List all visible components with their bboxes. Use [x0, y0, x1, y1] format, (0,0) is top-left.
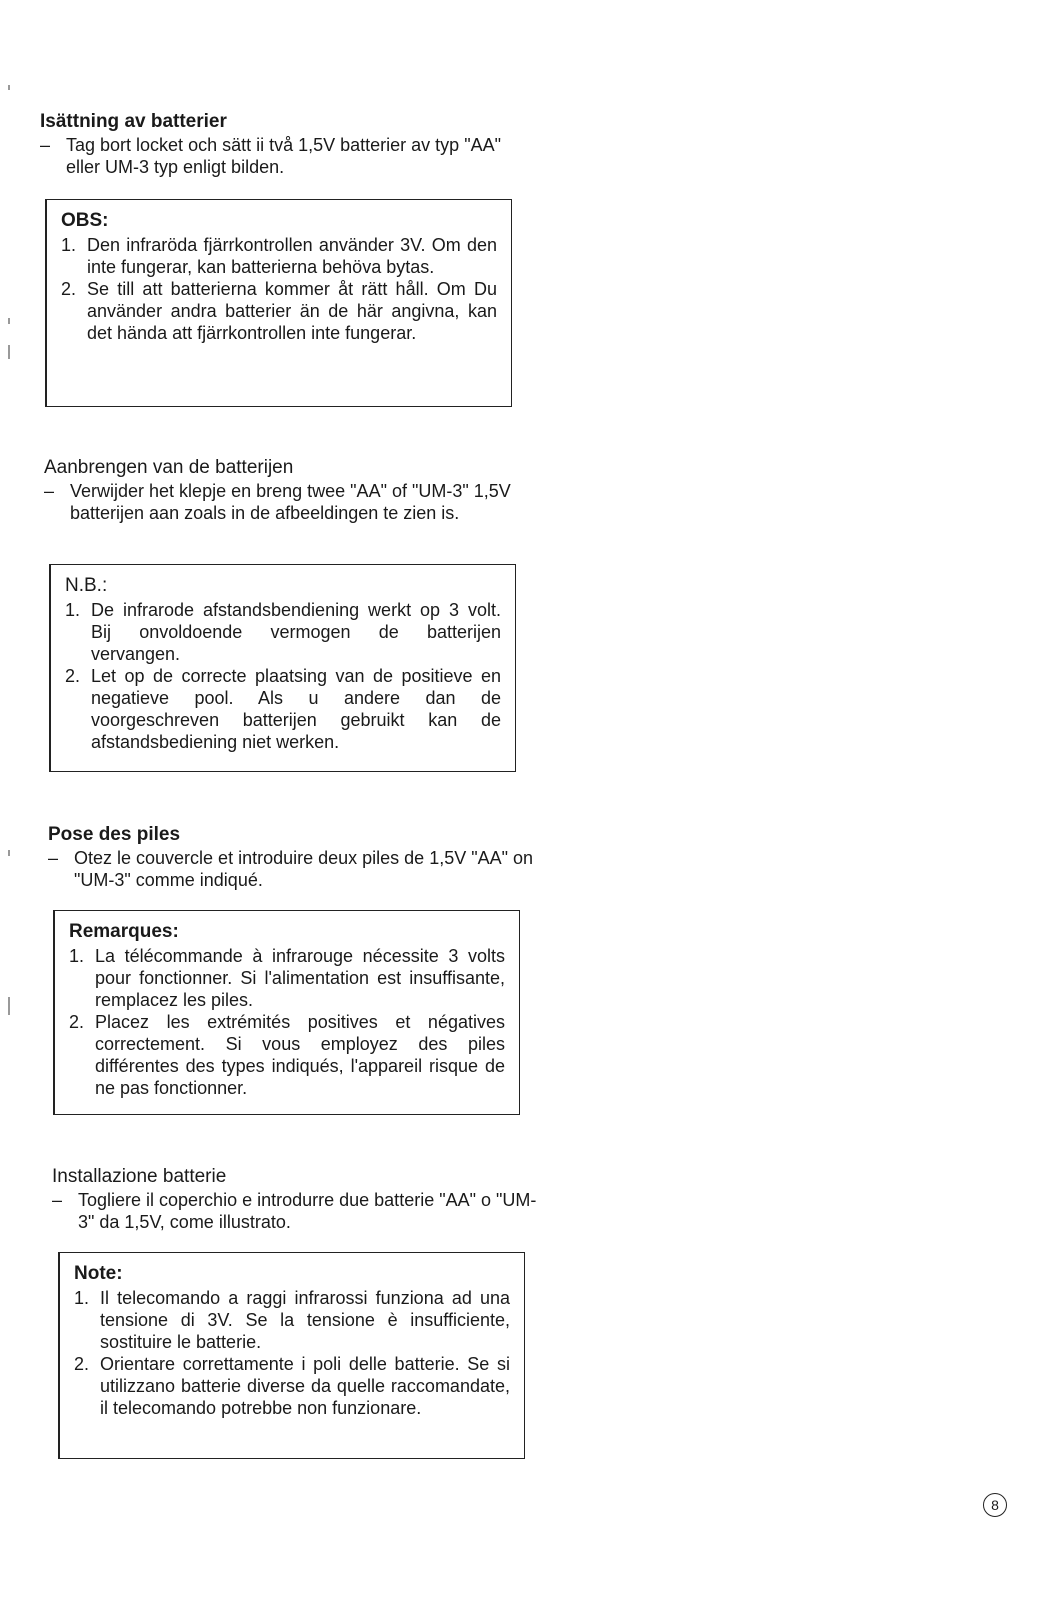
section-heading: Pose des piles	[48, 824, 181, 845]
margin-mark	[8, 850, 10, 856]
note-item: 2. Orientare correttamente i poli delle batterie. Se si utilizzano batterie diverse da quelle raccomandate, il telecomando potrebbe non funzionare.	[74, 1354, 510, 1418]
note-title: Remarques:	[69, 921, 179, 942]
note-list	[69, 945, 505, 1099]
note-item: 2. Se till att batterierna kommer åt rätt håll. Om Du använder andra batterier än de här angivna, kan det hända att fjärrkontrollen inte fungerar.	[61, 279, 497, 343]
page-number: 8	[983, 1493, 1007, 1517]
note-box-dutch	[49, 564, 516, 772]
section-italian	[52, 1165, 537, 1233]
section-intro: – Verwijder het klepje en breng twee "AA" of "UM-3" 1,5V batterijen aan zoals in de afbeeldingen te zien is.	[44, 481, 511, 523]
note-item: 2. Let op de correcte plaatsing van de positieve en negatieve pool. Als u andere dan de voorgeschreven batterijen gebruikt kan de afstandsbediening niet werken.	[65, 666, 501, 752]
note-box-french	[53, 910, 520, 1115]
note-item: 1. Den infraröda fjärrkontrollen använder 3V. Om den inte fungerar, kan batterierna behöva bytas.	[61, 235, 497, 277]
section-intro: – Tag bort locket och sätt ii två 1,5V batterier av typ "AA" eller UM-3 typ enligt bilden.	[40, 135, 501, 177]
section-heading: Installazione batterie	[52, 1166, 227, 1187]
margin-mark	[8, 318, 10, 324]
note-title: N.B.:	[65, 575, 108, 596]
note-title: OBS:	[61, 210, 109, 231]
margin-mark	[8, 85, 10, 90]
note-list	[74, 1287, 510, 1419]
section-intro: – Togliere il coperchio e introdurre due batterie "AA" o "UM-3" da 1,5V, come illustrato.	[52, 1190, 537, 1232]
note-item: 1. Il telecomando a raggi infrarossi funziona ad una tensione di 3V. Se la tensione è insufficiente, sostituire le batterie.	[74, 1288, 510, 1352]
note-list	[65, 599, 501, 753]
note-item: 1. De infrarode afstandsbendiening werkt op 3 volt. Bij onvoldoende vermogen de batterijen vervangen.	[65, 600, 501, 664]
section-heading: Isättning av batterier	[40, 111, 227, 132]
note-box-swedish	[45, 199, 512, 407]
note-box-italian	[58, 1252, 525, 1459]
note-title: Note:	[74, 1263, 123, 1284]
section-french	[48, 823, 534, 891]
margin-mark	[8, 997, 10, 1015]
section-heading: Aanbrengen van de batterijen	[44, 457, 294, 478]
note-item: 2. Placez les extrémités positives et négatives correctement. Si vous employez des piles différentes des types indiqués, l'appareil risque de ne pas fonctionner.	[69, 1012, 505, 1098]
note-item: 1. La télécommande à infrarouge nécessite 3 volts pour fonctionner. Si l'alimentation est insuffisante, remplacez les piles.	[69, 946, 505, 1010]
note-list	[61, 234, 497, 344]
section-dutch	[44, 456, 524, 524]
section-intro: – Otez le couvercle et introduire deux piles de 1,5V "AA" on "UM-3" comme indiqué.	[48, 848, 534, 890]
section-swedish	[40, 110, 520, 178]
margin-mark	[8, 345, 10, 359]
